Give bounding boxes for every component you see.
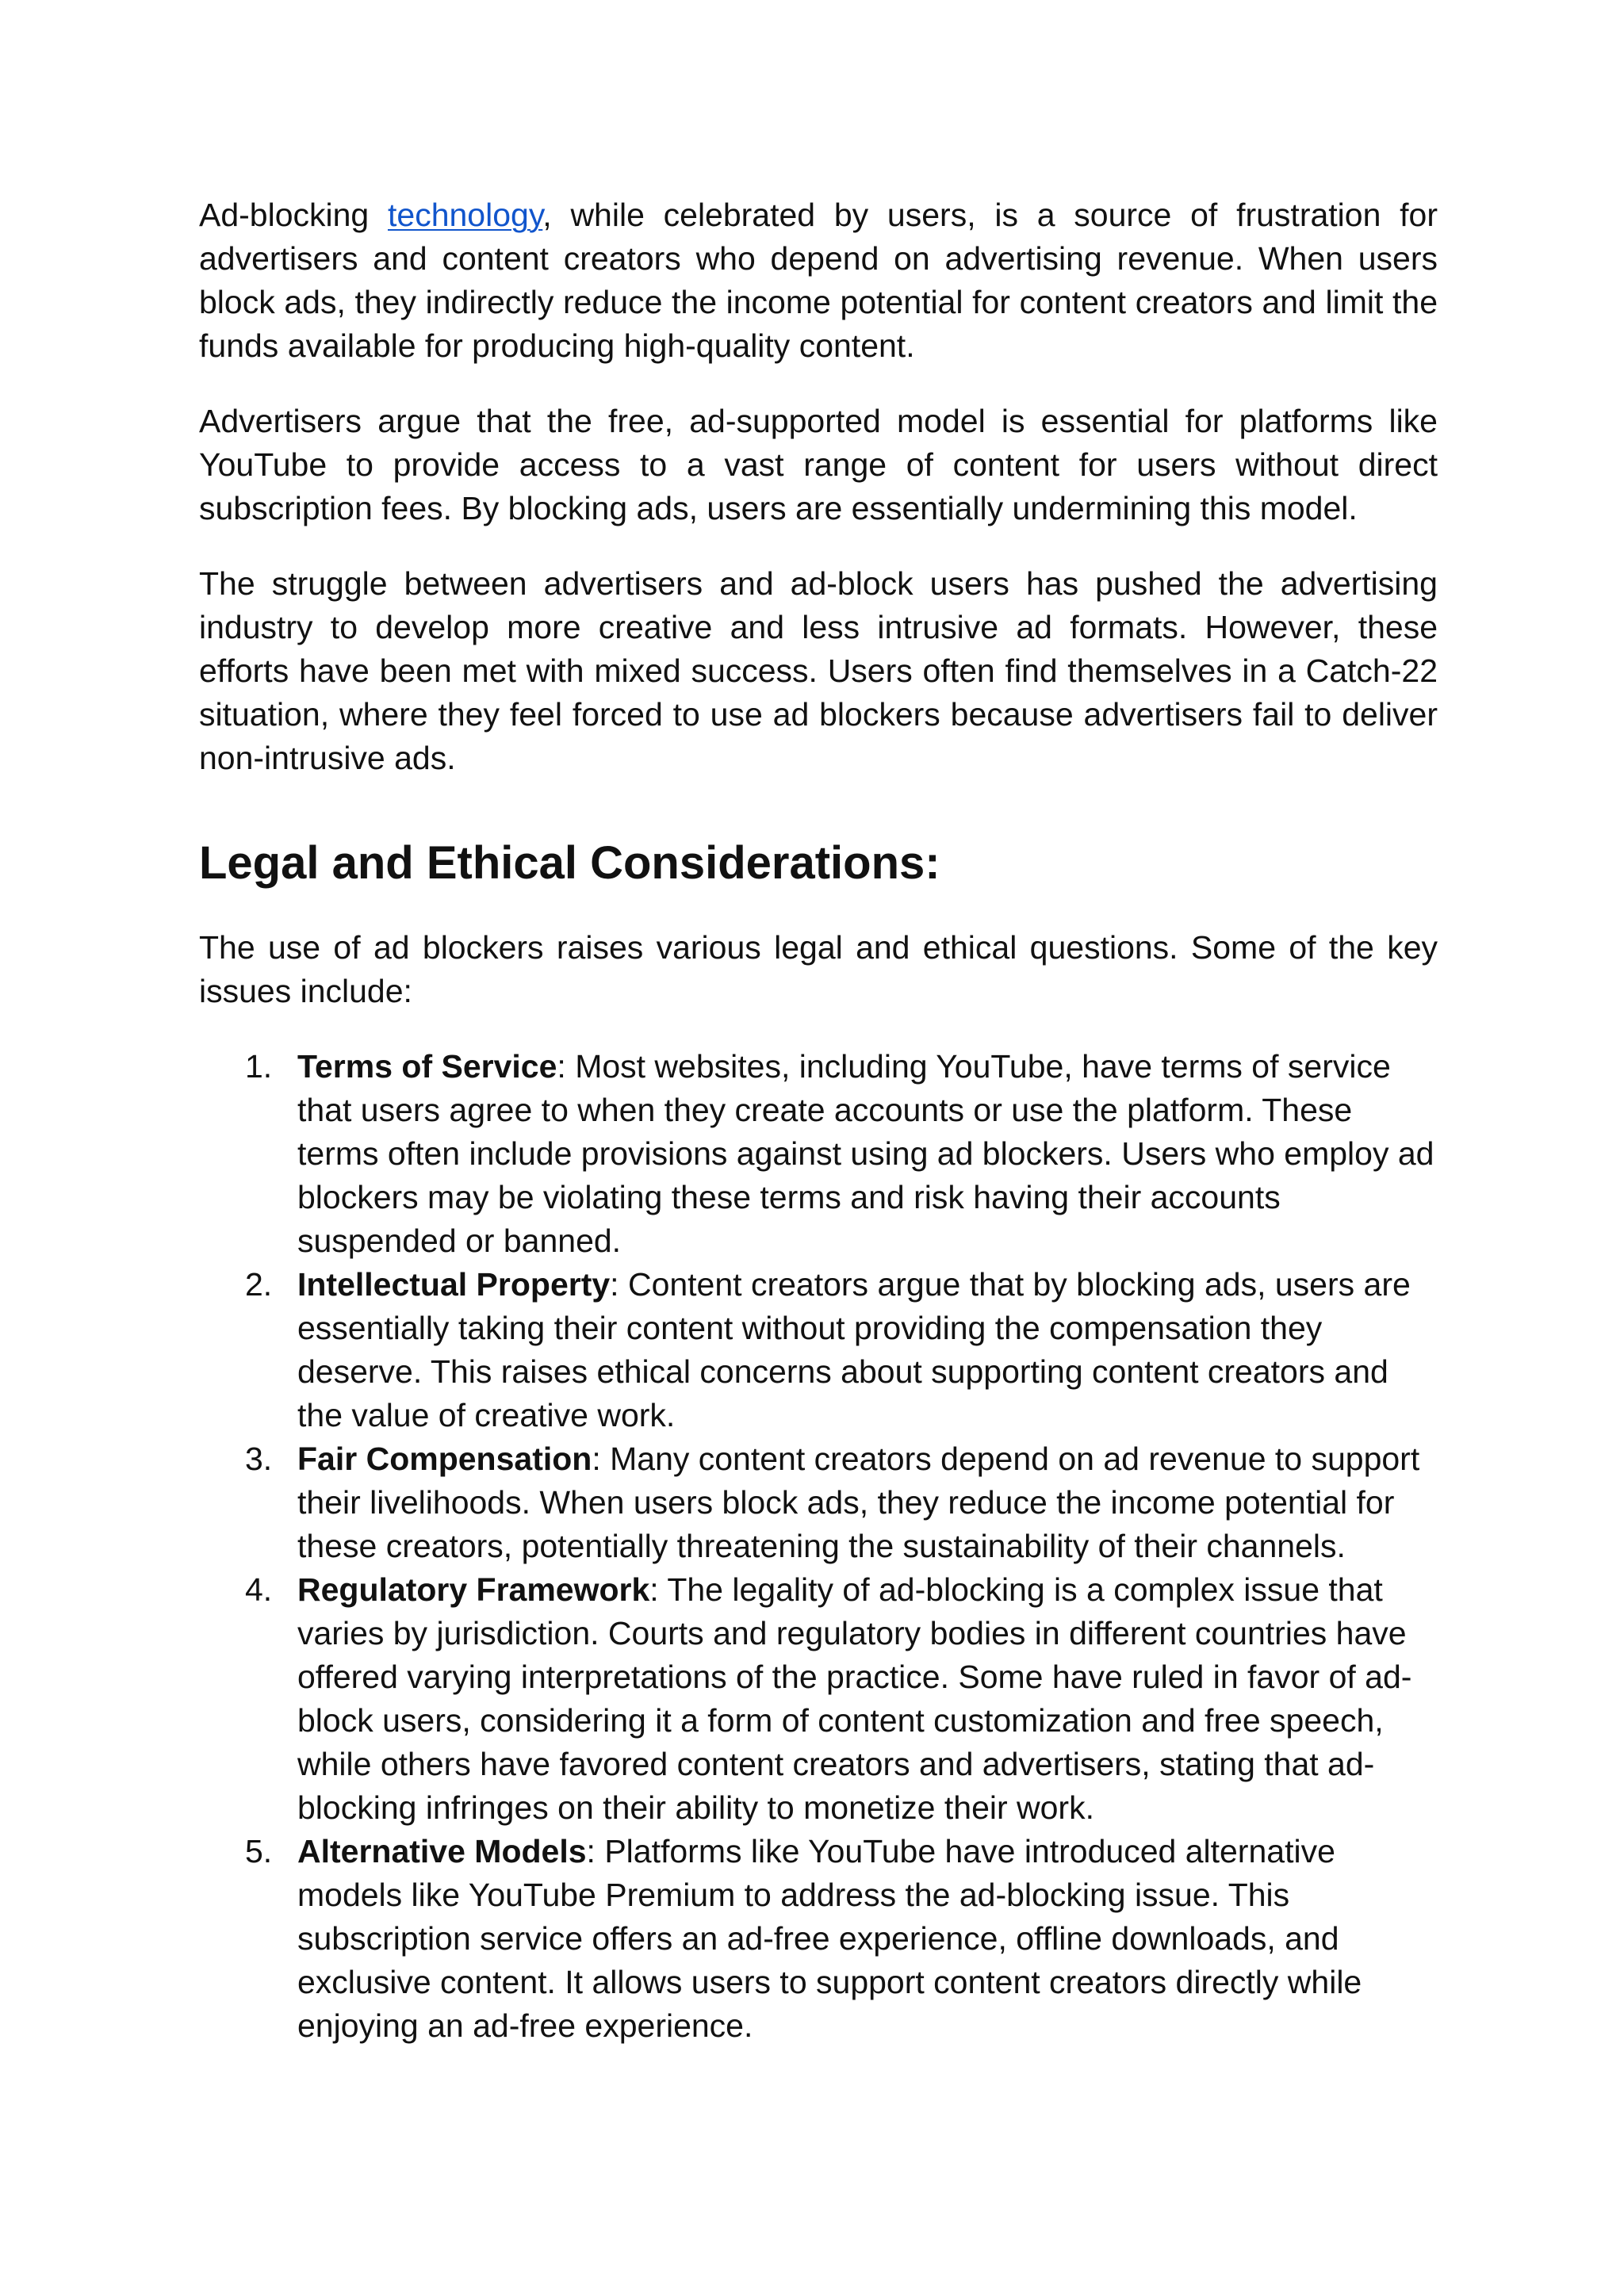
list-number: 2.: [245, 1266, 273, 1303]
list-text: : The legality of ad-blocking is a complex issue that varies by jurisdiction. Courts and regulatory bodies in different countries have offered varying interpretations of the practice. Some have ruled in favor of ad-block users, considering it a form of content customization and free speech, while others have favored content creators and advertisers, stating that ad-blocking infringes on their ability to monetize their work.: [297, 1571, 1412, 1826]
list-text: : Content creators argue that by blocking ads, users are essentially taking their content without providing the compensation they deserve. This raises ethical concerns about supporting content creators and the value of creative work.: [297, 1266, 1411, 1433]
list-number: 3.: [245, 1441, 273, 1477]
issues-list: [199, 1045, 1438, 2048]
list-text: : Platforms like YouTube have introduced alternative models like YouTube Premium to address the ad-blocking issue. This subscription service offers an ad-free experience, offline downloads, and exclusive content. It allows users to support content creators directly while enjoying an ad-free experience.: [297, 1833, 1362, 2044]
paragraph-struggle: The struggle between advertisers and ad-block users has pushed the advertising industry to develop more creative and less intrusive ad formats. However, these efforts have been met with mixed success. Users often find themselves in a Catch-22 situation, where they feel forced to use ad blockers because advertisers fail to deliver non-intrusive ads.: [199, 565, 1438, 776]
technology-link[interactable]: technology: [388, 197, 543, 233]
list-item: [199, 1263, 1438, 1437]
paragraph-advertisers-argue: Advertisers argue that the free, ad-supported model is essential for platforms like YouTube to provide access to a vast range of content for users without direct subscription fees. By blocking ads, users are essentially undermining this model.: [199, 403, 1438, 526]
list-number: 5.: [245, 1833, 273, 1869]
list-term: Intellectual Property: [297, 1266, 611, 1303]
paragraph-ad-blocking-frustration: [199, 193, 1438, 368]
document-page: [199, 193, 1438, 2048]
list-term: Regulatory Framework: [297, 1571, 650, 1608]
list-item: [199, 1437, 1438, 1568]
list-text: : Many content creators depend on ad revenue to support their livelihoods. When users block ads, they reduce the income potential for these creators, potentially threatening the sustainability of their channels.: [297, 1441, 1420, 1564]
list-term: Alternative Models: [297, 1833, 587, 1869]
list-item: [199, 1568, 1438, 1830]
paragraph-text: Ad-blocking: [199, 197, 388, 233]
list-number: 1.: [245, 1048, 273, 1085]
list-text: : Most websites, including YouTube, have terms of service that users agree to when they create accounts or use the platform. These terms often include provisions against using ad blockers. Users who employ ad blockers may be violating these terms and risk having their accounts suspended or banned.: [297, 1048, 1434, 1259]
paragraph-text: , while celebrated by users, is a source of frustration for advertisers and content creators who depend on advertising revenue. When users block ads, they indirectly reduce the income potential for content creators and limit the funds available for producing high-quality content.: [199, 197, 1438, 364]
section-heading: Legal and Ethical Considerations:: [199, 837, 940, 889]
list-term: Fair Compensation: [297, 1441, 592, 1477]
section-intro: The use of ad blockers raises various legal and ethical questions. Some of the key issues include:: [199, 929, 1438, 1009]
list-number: 4.: [245, 1571, 273, 1608]
list-item: [199, 1830, 1438, 2048]
list-term: Terms of Service: [297, 1048, 557, 1085]
list-item: [199, 1045, 1438, 1263]
